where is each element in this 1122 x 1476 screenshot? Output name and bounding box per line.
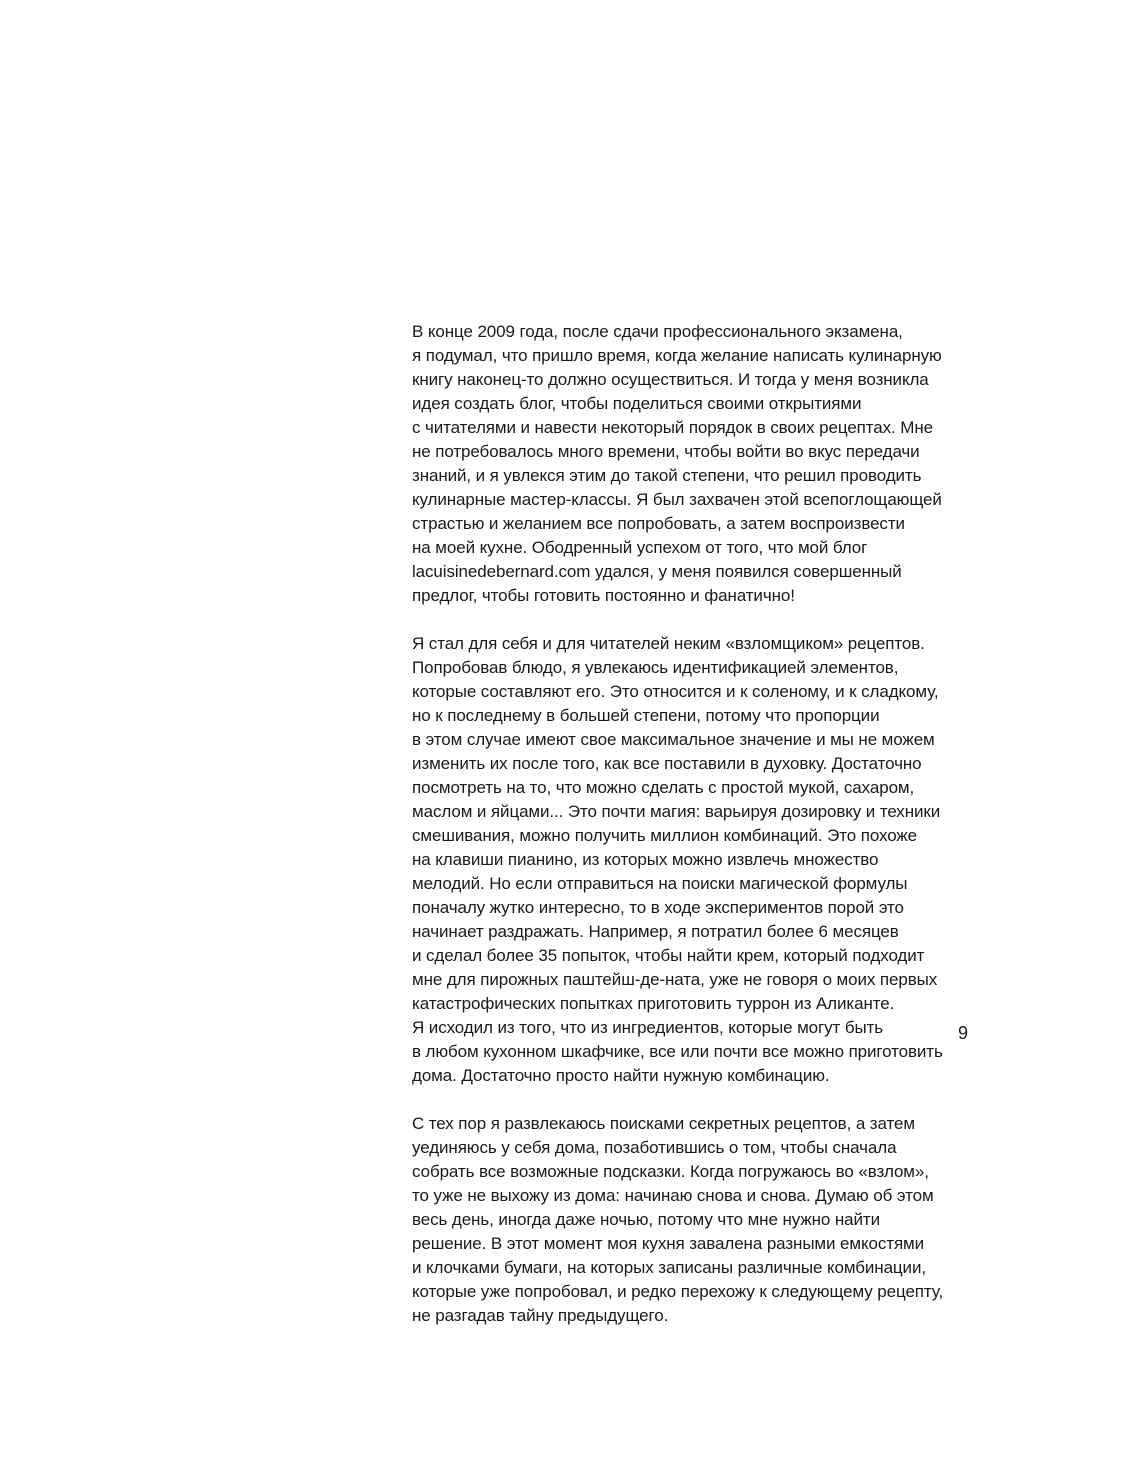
text-line: которые уже попробовал, и редко перехожу к следующему рецепту, [412, 1282, 944, 1301]
text-line: В конце 2009 года, после сдачи профессионального экзамена, [412, 322, 903, 341]
text-line: уединяюсь у себя дома, позаботившись о том, чтобы сначала [412, 1138, 897, 1157]
text-line: дома. Достаточно просто найти нужную комбинацию. [412, 1066, 830, 1085]
text-line: но к последнему в большей степени, потому что пропорции [412, 706, 880, 725]
text-line: маслом и яйцами... Это почти магия: варьируя дозировку и техники [412, 802, 941, 821]
text-line: весь день, иногда даже ночью, потому что мне нужно найти [412, 1210, 880, 1229]
text-line: изменить их после того, как все поставили в духовку. Достаточно [412, 754, 922, 773]
text-line: посмотреть на то, что можно сделать с простой мукой, сахаром, [412, 778, 915, 797]
text-line: кулинарные мастер-классы. Я был захвачен этой всепоглощающей [412, 490, 942, 509]
text-line: мелодий. Но если отправиться на поиски магической формулы [412, 874, 908, 893]
text-line: не разгадав тайну предыдущего. [412, 1306, 669, 1325]
text-line: книгу наконец-то должно осуществиться. И тогда у меня возникла [412, 370, 929, 389]
text-line: собрать все возможные подсказки. Когда погружаюсь во «взлом», [412, 1162, 929, 1181]
text-line: на моей кухне. Ободренный успехом от того, что мой блог [412, 538, 868, 557]
text-line: начинает раздражать. Например, я потратил более 6 месяцев [412, 922, 899, 941]
text-line: я подумал, что пришло время, когда желание написать кулинарную [412, 346, 942, 365]
text-line: то уже не выхожу из дома: начинаю снова и снова. Думаю об этом [412, 1186, 934, 1205]
text-line: и сделал более 35 попыток, чтобы найти крем, который подходит [412, 946, 925, 965]
text-line: и клочками бумаги, на которых записаны различные комбинации, [412, 1258, 926, 1277]
text-line: Попробовав блюдо, я увлекаюсь идентификацией элементов, [412, 658, 899, 677]
text-line: lacuisinedebernard.com удался, у меня появился совершенный [412, 562, 902, 581]
text-line: не потребовалось много времени, чтобы войти во вкус передачи [412, 442, 920, 461]
text-line: Я стал для себя и для читателей неким «взломщиком» рецептов. [412, 634, 925, 653]
paragraph-3 [412, 1112, 992, 1328]
text-line: на клавиши пианино, из которых можно извлечь множество [412, 850, 879, 869]
text-line: которые составляют его. Это относится и к соленому, и к сладкому, [412, 682, 939, 701]
text-line: страстью и желанием все попробовать, а затем воспроизвести [412, 514, 905, 533]
text-line: поначалу жутко интересно, то в ходе экспериментов порой это [412, 898, 904, 917]
text-line: предлог, чтобы готовить постоянно и фанатично! [412, 586, 795, 605]
text-line: мне для пирожных паштейш-де-ната, уже не говоря о моих первых [412, 970, 938, 989]
page-number: 9 [958, 1023, 969, 1043]
text-line: катастрофических попытках приготовить туррон из Аликанте. [412, 994, 895, 1013]
text-line: С тех пор я развлекаюсь поисками секретных рецептов, а затем [412, 1114, 915, 1133]
paragraph-2 [412, 632, 992, 1088]
text-line: решение. В этот момент моя кухня завалена разными емкостями [412, 1234, 925, 1253]
text-line: с читателями и навести некоторый порядок в своих рецептах. Мне [412, 418, 933, 437]
paragraph-1 [412, 320, 992, 608]
text-line: знаний, и я увлекся этим до такой степени, что решил проводить [412, 466, 922, 485]
text-line: в этом случае имеют свое максимальное значение и мы не можем [412, 730, 935, 749]
text-line: в любом кухонном шкафчике, все или почти все можно приготовить [412, 1042, 943, 1061]
text-line: идея создать блог, чтобы поделиться своими открытиями [412, 394, 862, 413]
text-line: Я исходил из того, что из ингредиентов, которые могут быть [412, 1018, 884, 1037]
body-text [412, 320, 992, 1352]
text-line: смешивания, можно получить миллион комбинаций. Это похоже [412, 826, 917, 845]
